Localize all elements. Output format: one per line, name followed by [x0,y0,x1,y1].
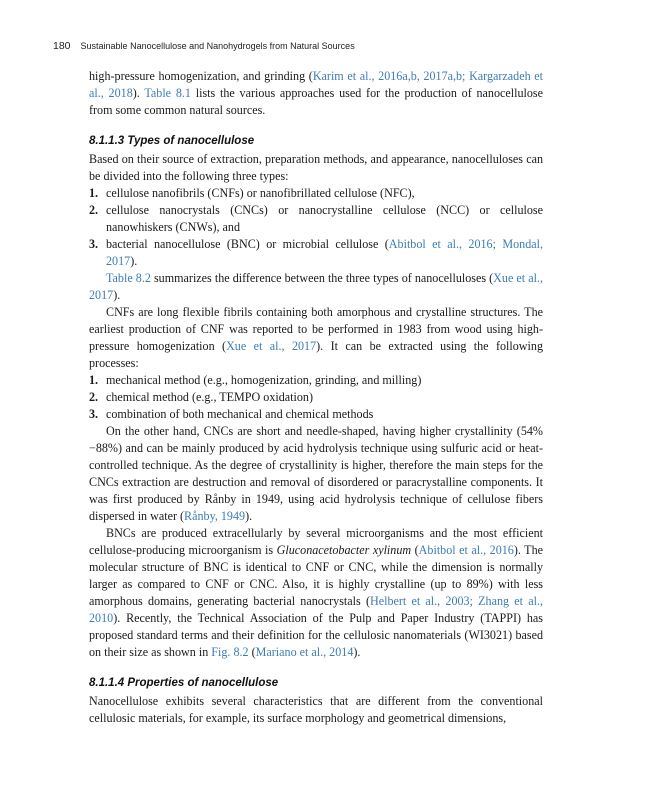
paragraph-properties: Nanocellulose exhibits several characteristics that are different from the conventional cellulosic materials, for example, its surface morphology and geometrical dimensions, [89,694,543,725]
citation-link[interactable]: Xue et al., 2017 [226,339,317,353]
list-item [89,202,543,236]
citation-link[interactable]: Abitbol et al., 2016; Mondal, 2017 [106,237,543,268]
text: summarizes the difference between the three types of nanocelluloses ( [150,271,494,285]
types-list [89,185,543,270]
list-text: ). [130,254,138,268]
list-text: cellulose nanocrystals (CNCs) or nanocrystalline cellulose (NCC) or cellulose nanowhiskers (CNWs), and [106,203,543,234]
paragraph-cnf [89,304,543,372]
list-text: cellulose nanofibrils (CNFs) or nanofibrillated cellulose (NFC), [106,186,415,200]
list-number: 2. [89,203,99,217]
citation-link[interactable]: Xue et al., 2017 [89,271,543,302]
text: ). [245,509,253,523]
text: ). [353,645,361,659]
citation-link[interactable]: Abitbol et al., 2016 [418,543,514,557]
list-text: chemical method (e.g., TEMPO oxidation) [106,390,314,404]
citation-link[interactable]: Helbert et al., 2003; Zhang et al., 2010 [89,594,543,625]
list-number: 3. [89,407,99,421]
process-list [89,372,543,423]
body-text [89,68,543,727]
list-item [89,236,543,270]
citation-link[interactable]: Rånby, 1949 [184,509,246,523]
list-item [89,372,543,389]
text: ). Recently, the Technical Association of the Pulp and Paper Industry (TAPPI) has proposed standard terms and their definition for the cellulosic nanomaterials (WI3021) based on their size as shown in [89,611,543,659]
citation-link[interactable]: Karim et al., 2016a,b, 2017a,b; Kargarzadeh et al., 2018 [89,69,543,100]
list-number: 1. [89,186,99,200]
text: ( [411,543,419,557]
list-number: 1. [89,373,99,387]
list-item [89,406,543,423]
list-text: mechanical method (e.g., homogenization, grinding, and milling) [106,373,422,387]
list-item [89,185,543,202]
text: On the other hand, CNCs are short and needle-shaped, having higher crystallinity (54%−88%) and can be mainly produced by acid hydrolysis technique using sulfuric acid or heat-controlled technique. As the degree of crystallinity is higher, therefore the main steps for the CNCs extraction are destruction and removal of disordered or paracrystalline components. It was first produced by Rånby in 1949, using acid hydrolysis technique of cellulose fibers dispersed in water ( [89,424,543,523]
list-number: 3. [89,237,99,251]
list-item [89,389,543,406]
paragraph-intro [89,68,543,119]
text: CNFs are long flexible fibrils containing both amorphous and crystalline structures. The earliest production of CNF was reported to be performed in 1983 from wood using high-pressure homogenization ( [89,305,543,353]
text: ). The molecular structure of BNC is identical to CNF or CNC, while the dimension is normally larger as compared to CNF or CNC. Also, it is highly crystalline (up to 89%) with less amorphous domains, generating bacterial nanocrystals ( [89,543,543,608]
citation-link[interactable]: Mariano et al., 2014 [255,645,354,659]
text: ( [248,645,256,659]
running-title: Sustainable Nanocellulose and Nanohydrogels from Natural Sources [80,41,355,51]
text: lists the various approaches used for the production of nanocellulose from some common natural sources. [89,86,543,117]
paragraph-types-intro: Based on their source of extraction, preparation methods, and appearance, nanocelluloses can be divided into the following three types: [89,152,543,183]
text: ). It can be extracted using the following processes: [89,339,543,370]
paragraph-bnc [89,525,543,661]
text: high-pressure homogenization, and grinding ( [89,69,313,83]
page-number: 180 [53,40,71,52]
table-8-2-link[interactable]: Table 8.2 [106,271,151,285]
list-text: combination of both mechanical and chemical methods [106,407,374,421]
running-header [53,40,355,52]
list-text: bacterial nanocellulose (BNC) or microbial cellulose ( [106,237,389,251]
text: ). [132,86,145,100]
list-number: 2. [89,390,99,404]
section-heading-types: 8.1.1.3 Types of nanocellulose [89,135,255,147]
text: ). [113,288,121,302]
paragraph-cnc [89,423,543,525]
figure-8-2-link[interactable]: Fig. 8.2 [211,645,249,659]
species-name: Gluconacetobacter xylinum [276,543,412,557]
section-heading-properties: 8.1.1.4 Properties of nanocellulose [89,677,279,689]
text: BNCs are produced extracellularly by several microorganisms and the most efficient cellulose-producing microorganism is [89,526,543,557]
paragraph-table-8-2 [89,270,543,304]
table-8-1-link[interactable]: Table 8.1 [144,86,191,100]
